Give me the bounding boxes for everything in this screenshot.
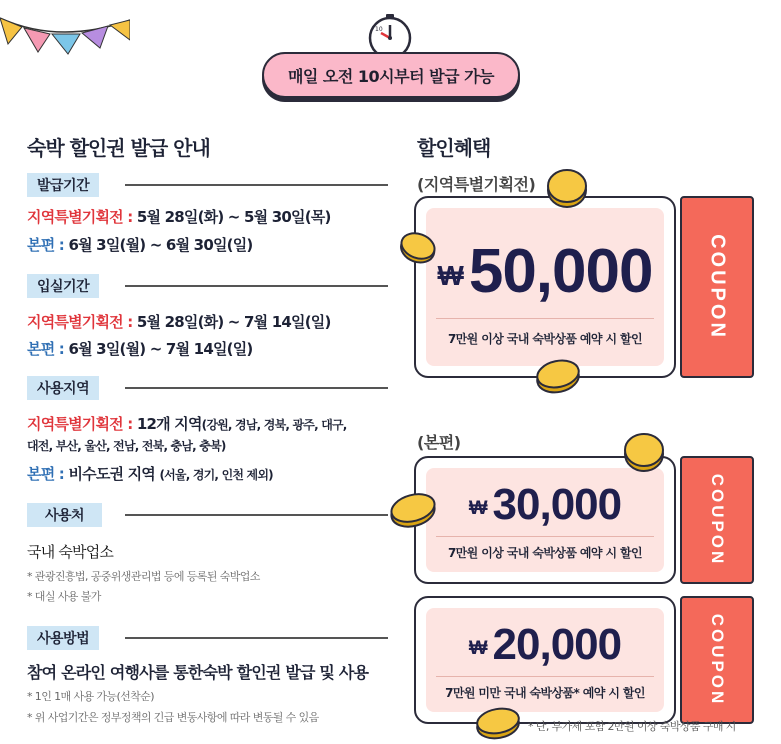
usage-place-main: 국내 숙박업소	[27, 543, 114, 561]
usage-region-main: 본편 : 비수도권 지역 (서울, 경기, 인천 제외)	[27, 465, 273, 483]
tag-usage-place: 사용처	[27, 503, 102, 527]
coin-icon	[388, 490, 438, 530]
coupon-20000	[414, 596, 754, 724]
coupon-separator	[436, 676, 654, 677]
coupon-body	[414, 456, 676, 584]
coupon-stub-label: COUPON	[706, 234, 729, 340]
divider	[125, 285, 388, 287]
coin-icon	[398, 230, 438, 266]
coupon-group-special: (지역특별기획전)	[417, 175, 536, 194]
coupon-amount: ₩ 20,000	[468, 620, 622, 669]
coin-icon	[474, 704, 522, 742]
right-section-title: 할인혜택	[417, 136, 491, 160]
coupon-stub	[680, 596, 754, 724]
tag-checkin-period: 입실기간	[27, 274, 99, 298]
coupon-group-main: (본편)	[417, 433, 461, 452]
coupon-separator	[436, 318, 654, 319]
issue-period-main: 본편 : 6월 3일(월) ~ 6월 30일(일)	[27, 236, 253, 254]
divider	[125, 184, 388, 186]
checkin-period-main: 본편 : 6월 3일(월) ~ 7월 14일(일)	[27, 340, 253, 358]
coupon-amount: ₩ 30,000	[468, 480, 622, 529]
usage-method-main: 참여 온라인 여행사를 통한숙박 할인권 발급 및 사용	[27, 663, 369, 682]
issue-period-special: 지역특별기획전 : 5월 28일(화) ~ 5월 30일(목)	[27, 208, 331, 226]
divider	[125, 637, 388, 639]
usage-place-note-2: * 대실 사용 불가	[27, 590, 101, 603]
checkin-period-special: 지역특별기획전 : 5월 28일(화) ~ 7월 14일(일)	[27, 313, 331, 331]
coupon-inner	[426, 608, 664, 712]
coin-icon	[622, 430, 666, 474]
coupon-inner	[426, 208, 664, 366]
tag-usage-region: 사용지역	[27, 376, 99, 400]
coupon-description: 7만원 이상 국내 숙박상품 예약 시 할인	[447, 332, 643, 346]
usage-region-special-cont: 대전, 부산, 울산, 전남, 전북, 충남, 충북)	[27, 439, 226, 453]
coin-icon	[534, 356, 582, 396]
coupon-stub-label: COUPON	[708, 613, 727, 707]
coupon-description: 7만원 이상 국내 숙박상품 예약 시 할인	[447, 546, 643, 560]
svg-text:10: 10	[375, 26, 383, 33]
coupon-body	[414, 196, 676, 378]
coupon-50000	[414, 196, 754, 378]
coin-icon	[545, 166, 589, 210]
usage-method-note-1: * 1인 1매 사용 가능(선착순)	[27, 690, 154, 703]
tag-usage-method: 사용방법	[27, 626, 99, 650]
coupon-description: 7만원 미만 국내 숙박상품* 예약 시 할인	[445, 686, 645, 700]
coupon-stub	[680, 196, 754, 378]
left-section-title: 숙박 할인권 발급 안내	[27, 136, 210, 160]
coupon-stub	[680, 456, 754, 584]
divider	[125, 514, 388, 516]
coupon-footnote: * 단, 부가세 포함 2만원 이상 숙박상품 구매 시	[528, 720, 736, 733]
bunting-decoration	[0, 0, 130, 60]
coupon-amount: ₩50,000	[437, 237, 653, 306]
coupon-stub-label: COUPON	[708, 473, 727, 567]
issue-time-banner: 매일 오전 10시부터 발급 가능	[262, 52, 520, 98]
usage-method-note-2: * 위 사업기간은 정부정책의 긴급 변동사항에 따라 변동될 수 있음	[27, 711, 319, 724]
coupon-inner	[426, 468, 664, 572]
divider	[125, 387, 388, 389]
usage-place-note-1: * 관광진흥법, 공중위생관리법 등에 등록된 숙박업소	[27, 570, 260, 583]
coupon-body	[414, 596, 676, 724]
coupon-30000	[414, 456, 754, 584]
coupon-separator	[436, 536, 654, 537]
tag-issue-period: 발급기간	[27, 173, 99, 197]
usage-region-special: 지역특별기획전 : 12개 지역(강원, 경남, 경북, 광주, 대구,	[27, 415, 347, 433]
